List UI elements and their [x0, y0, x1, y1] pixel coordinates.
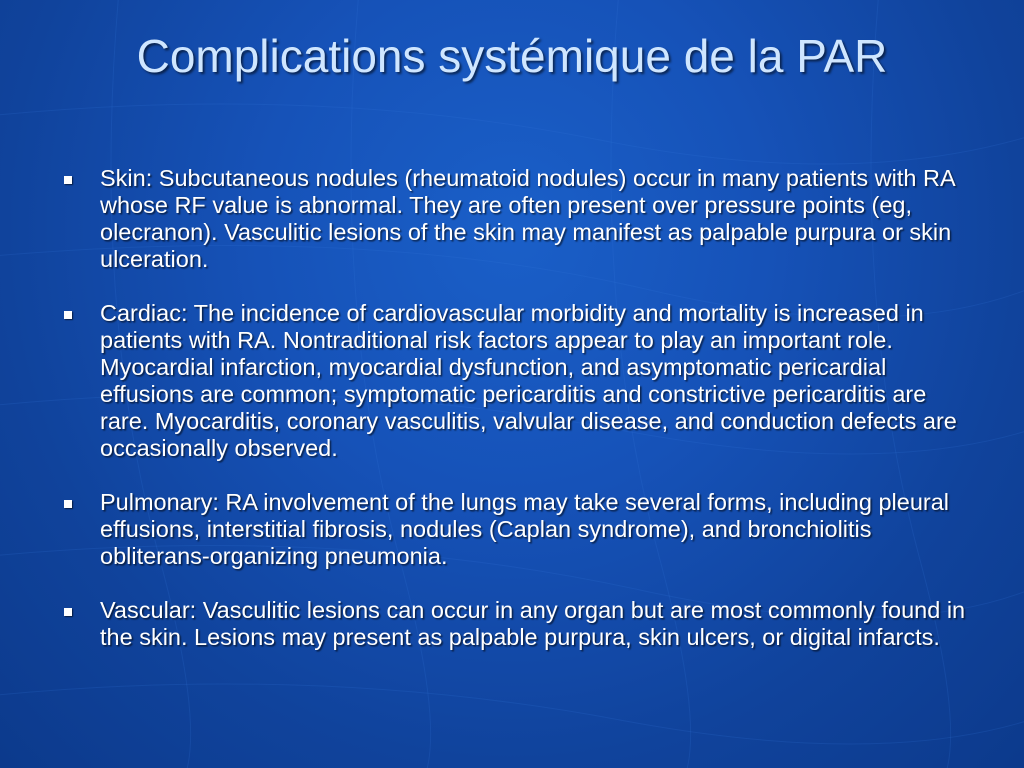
bullet-skin: [60, 165, 975, 273]
bullet-text: Cardiac: The incidence of cardiovascular morbidity and mortality is increased in patients with RA. Nontraditional risk factors appear to play an important role. Myocardial infarction, myocardial dysfunction, and asymptomatic pericardial effusions are common; symptomatic pericarditis and constrictive pericarditis are rare. Myocarditis, coronary vasculitis, valvular disease, and conduction defects are occasionally observed.: [100, 300, 957, 461]
bullet-pulmonary: [60, 489, 975, 570]
bullet-text: Pulmonary: RA involvement of the lungs may take several forms, including pleural effusions, interstitial fibrosis, nodules (Caplan syndrome), and bronchiolitis obliterans-organizing pneumonia.: [100, 489, 950, 569]
bullet-list: [60, 165, 975, 678]
bullet-text: Vascular: Vasculitic lesions can occur in any organ but are most commonly found in the skin. Lesions may present as palpable purpura, skin ulcers, or digital infarcts.: [100, 597, 966, 650]
square-bullet-icon: [64, 608, 72, 616]
slide-title: Complications systémique de la PAR: [136, 30, 888, 82]
square-bullet-icon: [64, 176, 72, 184]
bullet-cardiac: [60, 300, 975, 462]
square-bullet-icon: [64, 311, 72, 319]
bullet-vascular: [60, 597, 975, 651]
square-bullet-icon: [64, 500, 72, 508]
bullet-text: Skin: Subcutaneous nodules (rheumatoid nodules) occur in many patients with RA whose RF value is abnormal. They are often present over pressure points (eg, olecranon). Vasculitic lesions of the skin may manifest as palpable purpura or skin ulceration.: [100, 165, 955, 272]
